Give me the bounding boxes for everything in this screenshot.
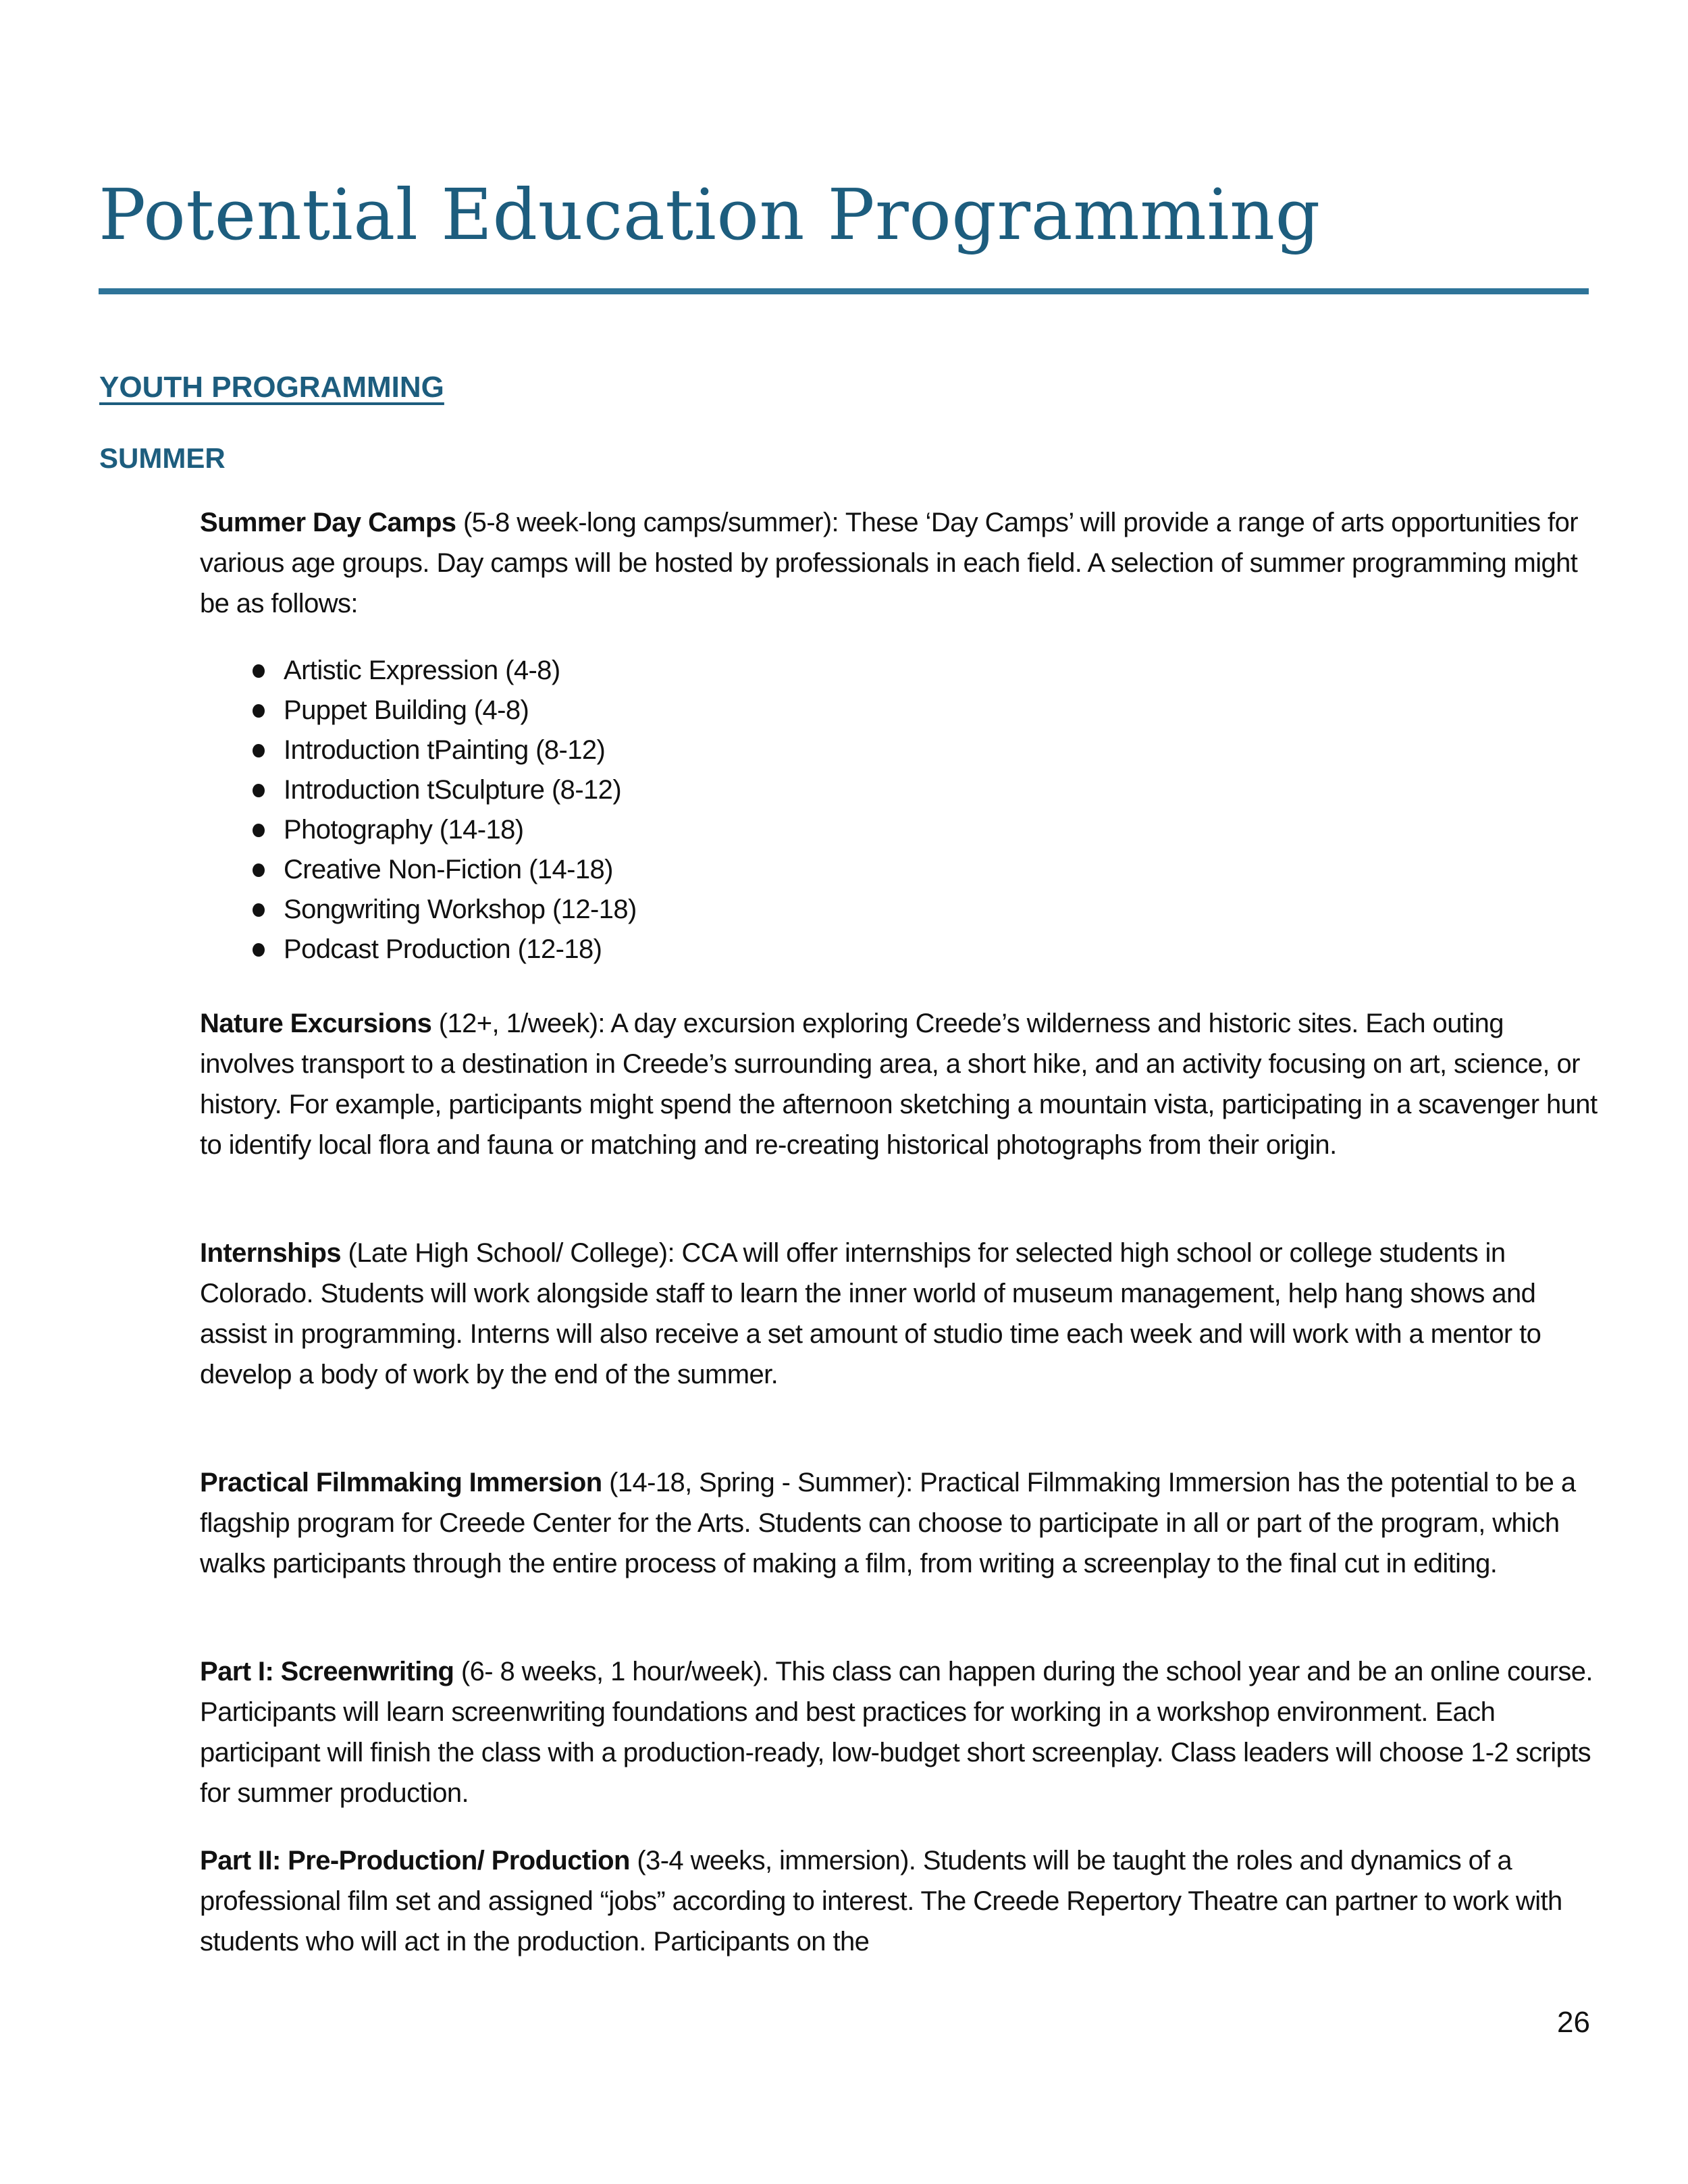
program-name: Summer Day Camps [200, 508, 456, 537]
list-item-label: Introduction tSculpture (8-12) [284, 775, 622, 805]
list-item [200, 691, 637, 730]
program-name: Practical Filmmaking Immersion [200, 1468, 602, 1497]
list-item-label: Creative Non-Fiction (14-18) [284, 855, 613, 884]
day-camps-list [200, 651, 637, 969]
paragraph-internships [200, 1233, 1604, 1395]
list-item [200, 810, 637, 850]
list-item [200, 651, 637, 691]
program-name: Nature Excursions [200, 1009, 432, 1038]
paragraph-nature-excursions [200, 1003, 1604, 1165]
bullet-icon [253, 824, 265, 837]
list-item-label: Artistic Expression (4-8) [284, 656, 560, 685]
subsection-heading-summer: SUMMER [99, 442, 226, 474]
program-name: Internships [200, 1238, 341, 1268]
bullet-icon [253, 943, 265, 957]
list-item-label: Podcast Production (12-18) [284, 934, 602, 964]
program-description: (14-18, Spring - Summer): Practical Filmmaking Immersion has the potential to be a flagship program for Creede Center for the Arts. Students can choose to participate in all or part of the program, which walks participants through the entire process of making a film, from writing a screenplay to the final cut in editing. [200, 1468, 1576, 1578]
list-item [200, 730, 637, 770]
list-item [200, 770, 637, 810]
program-name: Part I: Screenwriting [200, 1657, 454, 1686]
list-item [200, 850, 637, 890]
paragraph-summer-day-camps [200, 502, 1604, 624]
title-divider [99, 288, 1589, 294]
bullet-icon [253, 744, 265, 757]
program-description: (5-8 week-long camps/summer): These ‘Day Camps’ will provide a range of arts opportunities for various age groups. Day camps will be hosted by professionals in each field. A selection of summer programming might be as follows: [200, 508, 1578, 618]
program-name: Part II: Pre-Production/ Production [200, 1846, 630, 1875]
paragraph-practical-filmmaking [200, 1462, 1604, 1584]
list-item-label: Introduction tPainting (8-12) [284, 735, 606, 765]
bullet-icon [253, 664, 265, 678]
section-heading-youth-programming: YOUTH PROGRAMMING [99, 371, 444, 404]
page-title: Potential Education Programming [99, 174, 1321, 256]
list-item-label: Puppet Building (4-8) [284, 695, 529, 725]
list-item [200, 890, 637, 930]
list-item-label: Songwriting Workshop (12-18) [284, 895, 637, 924]
list-item [200, 930, 637, 969]
bullet-icon [253, 704, 265, 718]
program-description: (3-4 weeks, immersion). Students will be taught the roles and dynamics of a professional film set and assigned “jobs” according to interest. The Creede Repertory Theatre can partner to work with students who will act in the production. Participants on the [200, 1846, 1562, 1956]
program-description: (Late High School/ College): CCA will offer internships for selected high school or college students in Colorado. Students will work alongside staff to learn the inner world of museum management, help hang shows and assist in programming. Interns will also receive a set amount of studio time each week and will work with a mentor to develop a body of work by the end of the summer. [200, 1238, 1541, 1389]
bullet-icon [253, 863, 265, 877]
paragraph-part-one-screenwriting [200, 1651, 1604, 1813]
program-description: (12+, 1/week): A day excursion exploring Creede’s wilderness and historic sites. Each outing involves transport to a destination in Creede’s surrounding area, a short hike, and an activity focusing on art, science, or history. For example, participants might spend the afternoon sketching a mountain vista, participating in a scavenger hunt to identify local flora and fauna or matching and re-creating historical photographs from their origin. [200, 1009, 1598, 1160]
bullet-icon [253, 784, 265, 797]
list-item-label: Photography (14-18) [284, 815, 524, 845]
paragraph-part-two-production [200, 1840, 1604, 1962]
program-description: (6- 8 weeks, 1 hour/week). This class can happen during the school year and be an online course. Participants will learn screenwriting foundations and best practices for working in a workshop environment. Each participant will finish the class with a production-ready, low-budget short screenplay. Class leaders will choose 1-2 scripts for summer production. [200, 1657, 1593, 1808]
page-number: 26 [1557, 2006, 1590, 2039]
bullet-icon [253, 903, 265, 917]
